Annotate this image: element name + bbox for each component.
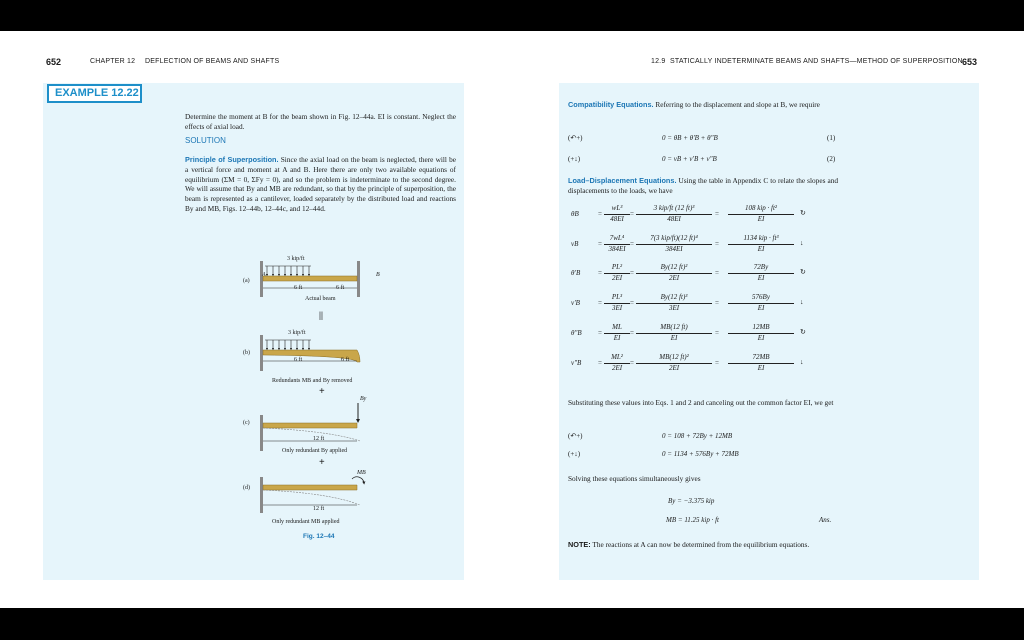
equals-sign: =	[715, 329, 719, 337]
equals-sign: =	[598, 210, 602, 218]
wall-c	[260, 415, 263, 451]
load-displacement-text: Using the table in Appendix C to relate the slopes and displacements to the loads, we have	[568, 176, 838, 195]
equals-sign: =	[715, 269, 719, 277]
result-mb: MB = 11.25 kip · ft	[666, 516, 720, 524]
tag-d: (d)	[243, 485, 250, 491]
equals-sign: =	[715, 240, 719, 248]
eq-row-fraction-3-denominator: EI	[757, 334, 765, 342]
eq-row-fraction-3-denominator: EI	[757, 364, 765, 372]
subst-eq2: 0 = 1134 + 576By + 72MB	[662, 450, 739, 458]
direction-symbol: ↓	[800, 239, 804, 247]
note-text: The reactions at A can now be determined from the equilibrium equations.	[592, 540, 810, 549]
compatibility-paragraph	[568, 100, 838, 110]
right-section-number: 12.9	[651, 58, 666, 65]
compat-eq1-sign: (↶+)	[568, 134, 583, 142]
eq-row-lhs: θ′B	[571, 269, 581, 277]
compatibility-heading: Compatibility Equations.	[568, 100, 654, 109]
eq-row-fraction-3-numerator: 72By	[753, 263, 769, 271]
eq-row-fraction-2-denominator: 384EI	[665, 245, 683, 253]
right-page-number: 653	[962, 57, 978, 67]
equals-sign: =	[630, 210, 634, 218]
equals-sign: =	[598, 269, 602, 277]
wall-d	[260, 477, 263, 513]
moment-label-d: MB	[357, 470, 366, 476]
caption-d: Only redundant MB applied	[272, 519, 340, 525]
eq-row-fraction-3-numerator: 72MB	[752, 353, 770, 361]
superposition-text: Since the axial load on the beam is neglected, there will be a vertical force and moment at A and B. Here there are only two available equations of equilibrium (ΣM = 0, ΣFy = 0), and so the problem is indeterminate to the second degree. We will assume that By and MB are redundant, so that by the principle of superposition, the beam is represented as a cantilever, loaded separately by the distributed load and reactions By and MB, Figs. 12–44b, 12–44c, and 12–44d.	[185, 155, 457, 213]
left-running-title: DEFLECTION OF BEAMS AND SHAFTS	[145, 58, 280, 65]
figure-c	[260, 403, 360, 451]
plus-sign-2: +	[319, 457, 325, 468]
eq-row-fraction-2-numerator: MB(12 ft)	[660, 323, 688, 331]
note-paragraph	[568, 540, 838, 550]
eq-row-lhs: vB	[571, 240, 579, 248]
beam-d	[263, 485, 357, 490]
eq-row-fraction-3-denominator: EI	[757, 215, 765, 223]
solution-heading: SOLUTION	[185, 136, 226, 145]
equals-sign: =	[715, 359, 719, 367]
figure-d	[260, 477, 364, 513]
eq-row-fraction-3-denominator: EI	[757, 274, 765, 282]
subst-eq2-sign: (+↓)	[568, 450, 581, 458]
eq-row-fraction-3-denominator: EI	[757, 245, 765, 253]
eq-row-fraction-3-numerator: 576By	[752, 293, 770, 301]
eq-row-fraction-1-numerator: PL³	[611, 293, 623, 301]
equals-sign: =	[630, 359, 634, 367]
load-displacement-heading: Load–Displacement Equations.	[568, 176, 677, 185]
equals-sign: =	[630, 299, 634, 307]
eq-row-fraction-2-numerator: 3 kip/ft (12 ft)³	[653, 204, 695, 212]
eq-row-fraction-2-numerator: By(12 ft)³	[660, 293, 688, 301]
equals-sign: =	[598, 240, 602, 248]
equals-sign: =	[598, 299, 602, 307]
compat-eq1-number: (1)	[827, 134, 836, 142]
figure-b	[260, 335, 360, 371]
eq-row-fraction-3-numerator: 108 kip · ft²	[744, 204, 778, 212]
compatibility-text: Referring to the displacement and slope at B, we require	[655, 100, 820, 109]
dim-c: 12 ft	[313, 436, 325, 442]
beam-c	[263, 423, 357, 428]
load-label-a: 3 kip/ft	[287, 256, 305, 262]
subst-eq1: 0 = 108 + 72By + 12MB	[662, 432, 733, 440]
eq-row-lhs: θ″B	[571, 329, 582, 337]
force-label-c: By	[360, 396, 367, 402]
compat-eq1: 0 = θB + θ′B + θ″B	[662, 134, 718, 142]
eq-row-fraction-1-denominator: EI	[613, 334, 621, 342]
eq-row-lhs: θB	[571, 210, 579, 218]
right-running-title: STATICALLY INDETERMINATE BEAMS AND SHAFTS—METHOD OF SUPERPOSITION	[670, 58, 963, 65]
eq-row-fraction-1-numerator: PL²	[611, 263, 623, 271]
caption-b: Redundants MB and By removed	[272, 378, 353, 384]
eq-row-fraction-1-numerator: wL³	[611, 204, 623, 212]
wall-a-left	[260, 261, 263, 297]
eq-row-fraction-2-denominator: 48EI	[667, 215, 681, 223]
eq-row-fraction-2-denominator: 2EI	[668, 274, 680, 282]
direction-symbol: ↻	[800, 328, 806, 336]
wall-a-right	[357, 261, 360, 297]
eq-row-fraction-3-numerator: 12MB	[752, 323, 770, 331]
moment-arrow-d	[352, 477, 364, 483]
dim-b2: 6 ft	[341, 357, 350, 363]
compat-eq2: 0 = vB + v′B + v″B	[662, 155, 717, 163]
eq-row-fraction-3-denominator: EI	[757, 304, 765, 312]
equals-sign: ||	[319, 310, 323, 320]
eq-row-fraction-2-numerator: MB(12 ft)²	[659, 353, 689, 361]
equals-sign: =	[630, 269, 634, 277]
eq-row-fraction-2-denominator: 2EI	[668, 364, 680, 372]
answer-marker: Ans.	[819, 516, 832, 524]
tag-b: (b)	[243, 350, 250, 356]
equals-sign: =	[715, 210, 719, 218]
point-a-label: A	[262, 272, 266, 278]
solving-text: Solving these equations simultaneously gives	[568, 474, 701, 483]
eq-row-fraction-1-numerator: 7wL⁴	[609, 234, 625, 242]
equals-sign: =	[630, 240, 634, 248]
eq-row-fraction-3-numerator: 1134 kip · ft³	[743, 234, 779, 242]
caption-a: Actual beam	[305, 296, 336, 302]
figure-label: Fig. 12–44	[303, 533, 335, 540]
deflected-d	[263, 490, 360, 505]
direction-symbol: ↓	[800, 298, 804, 306]
equals-sign: =	[715, 299, 719, 307]
superposition-paragraph	[185, 155, 456, 214]
caption-c: Only redundant By applied	[282, 448, 348, 454]
wall-b	[260, 335, 263, 371]
eq-row-fraction-2-denominator: 3EI	[668, 304, 680, 312]
eq-row-fraction-1-numerator: ML	[612, 323, 622, 331]
eq-row-fraction-1-numerator: ML²	[611, 353, 623, 361]
left-chapter: CHAPTER 12	[90, 58, 136, 65]
direction-symbol: ↻	[800, 268, 806, 276]
direction-symbol: ↓	[800, 358, 804, 366]
note-label: NOTE:	[568, 540, 591, 549]
load-label-b: 3 kip/ft	[288, 330, 306, 336]
equals-sign: =	[598, 329, 602, 337]
tag-a: (a)	[243, 278, 250, 284]
load-displacement-paragraph	[568, 176, 838, 196]
eq-row-lhs: v′B	[571, 299, 580, 307]
eq-row-fraction-1-denominator: 48EI	[610, 215, 624, 223]
deflected-c	[263, 428, 360, 441]
substitution-text: Substituting these values into Eqs. 1 and 2 and canceling out the common factor EI, we get	[568, 398, 834, 407]
compat-eq2-sign: (+↓)	[568, 155, 581, 163]
beam-a	[263, 276, 357, 281]
tag-c: (c)	[243, 420, 250, 426]
dim-b1: 6 ft	[294, 357, 303, 363]
eq-row-fraction-1-denominator: 2EI	[611, 364, 623, 372]
eq-row-fraction-2-denominator: EI	[670, 334, 678, 342]
dim-d: 12 ft	[313, 506, 325, 512]
problem-statement: Determine the moment at B for the beam shown in Fig. 12–44a. EI is constant. Neglect the effects of axial load.	[185, 112, 456, 131]
equals-sign: =	[630, 329, 634, 337]
subst-eq1-sign: (↶+)	[568, 432, 583, 440]
eq-row-fraction-2-numerator: 7(3 kip/ft)(12 ft)⁴	[650, 234, 698, 242]
point-b-label: B	[376, 272, 380, 278]
right-page-panel	[559, 83, 979, 580]
left-page-number: 652	[46, 57, 62, 67]
eq-row-lhs: v″B	[571, 359, 582, 367]
superposition-heading: Principle of Superposition.	[185, 155, 279, 164]
equals-sign: =	[598, 359, 602, 367]
compat-eq2-number: (2)	[827, 155, 836, 163]
result-by: By = −3.375 kip	[668, 497, 715, 505]
eq-row-fraction-1-denominator: 2EI	[611, 274, 623, 282]
eq-row-fraction-1-denominator: 384EI	[608, 245, 626, 253]
eq-row-fraction-2-numerator: By(12 ft)²	[660, 263, 688, 271]
direction-symbol: ↻	[800, 209, 806, 217]
plus-sign-1: +	[319, 386, 325, 397]
example-label: EXAMPLE 12.22	[47, 84, 142, 103]
figure-a	[260, 261, 360, 297]
eq-row-fraction-1-denominator: 3EI	[611, 304, 623, 312]
dim-a1: 6 ft	[294, 285, 303, 291]
dim-a2: 6 ft	[336, 285, 345, 291]
